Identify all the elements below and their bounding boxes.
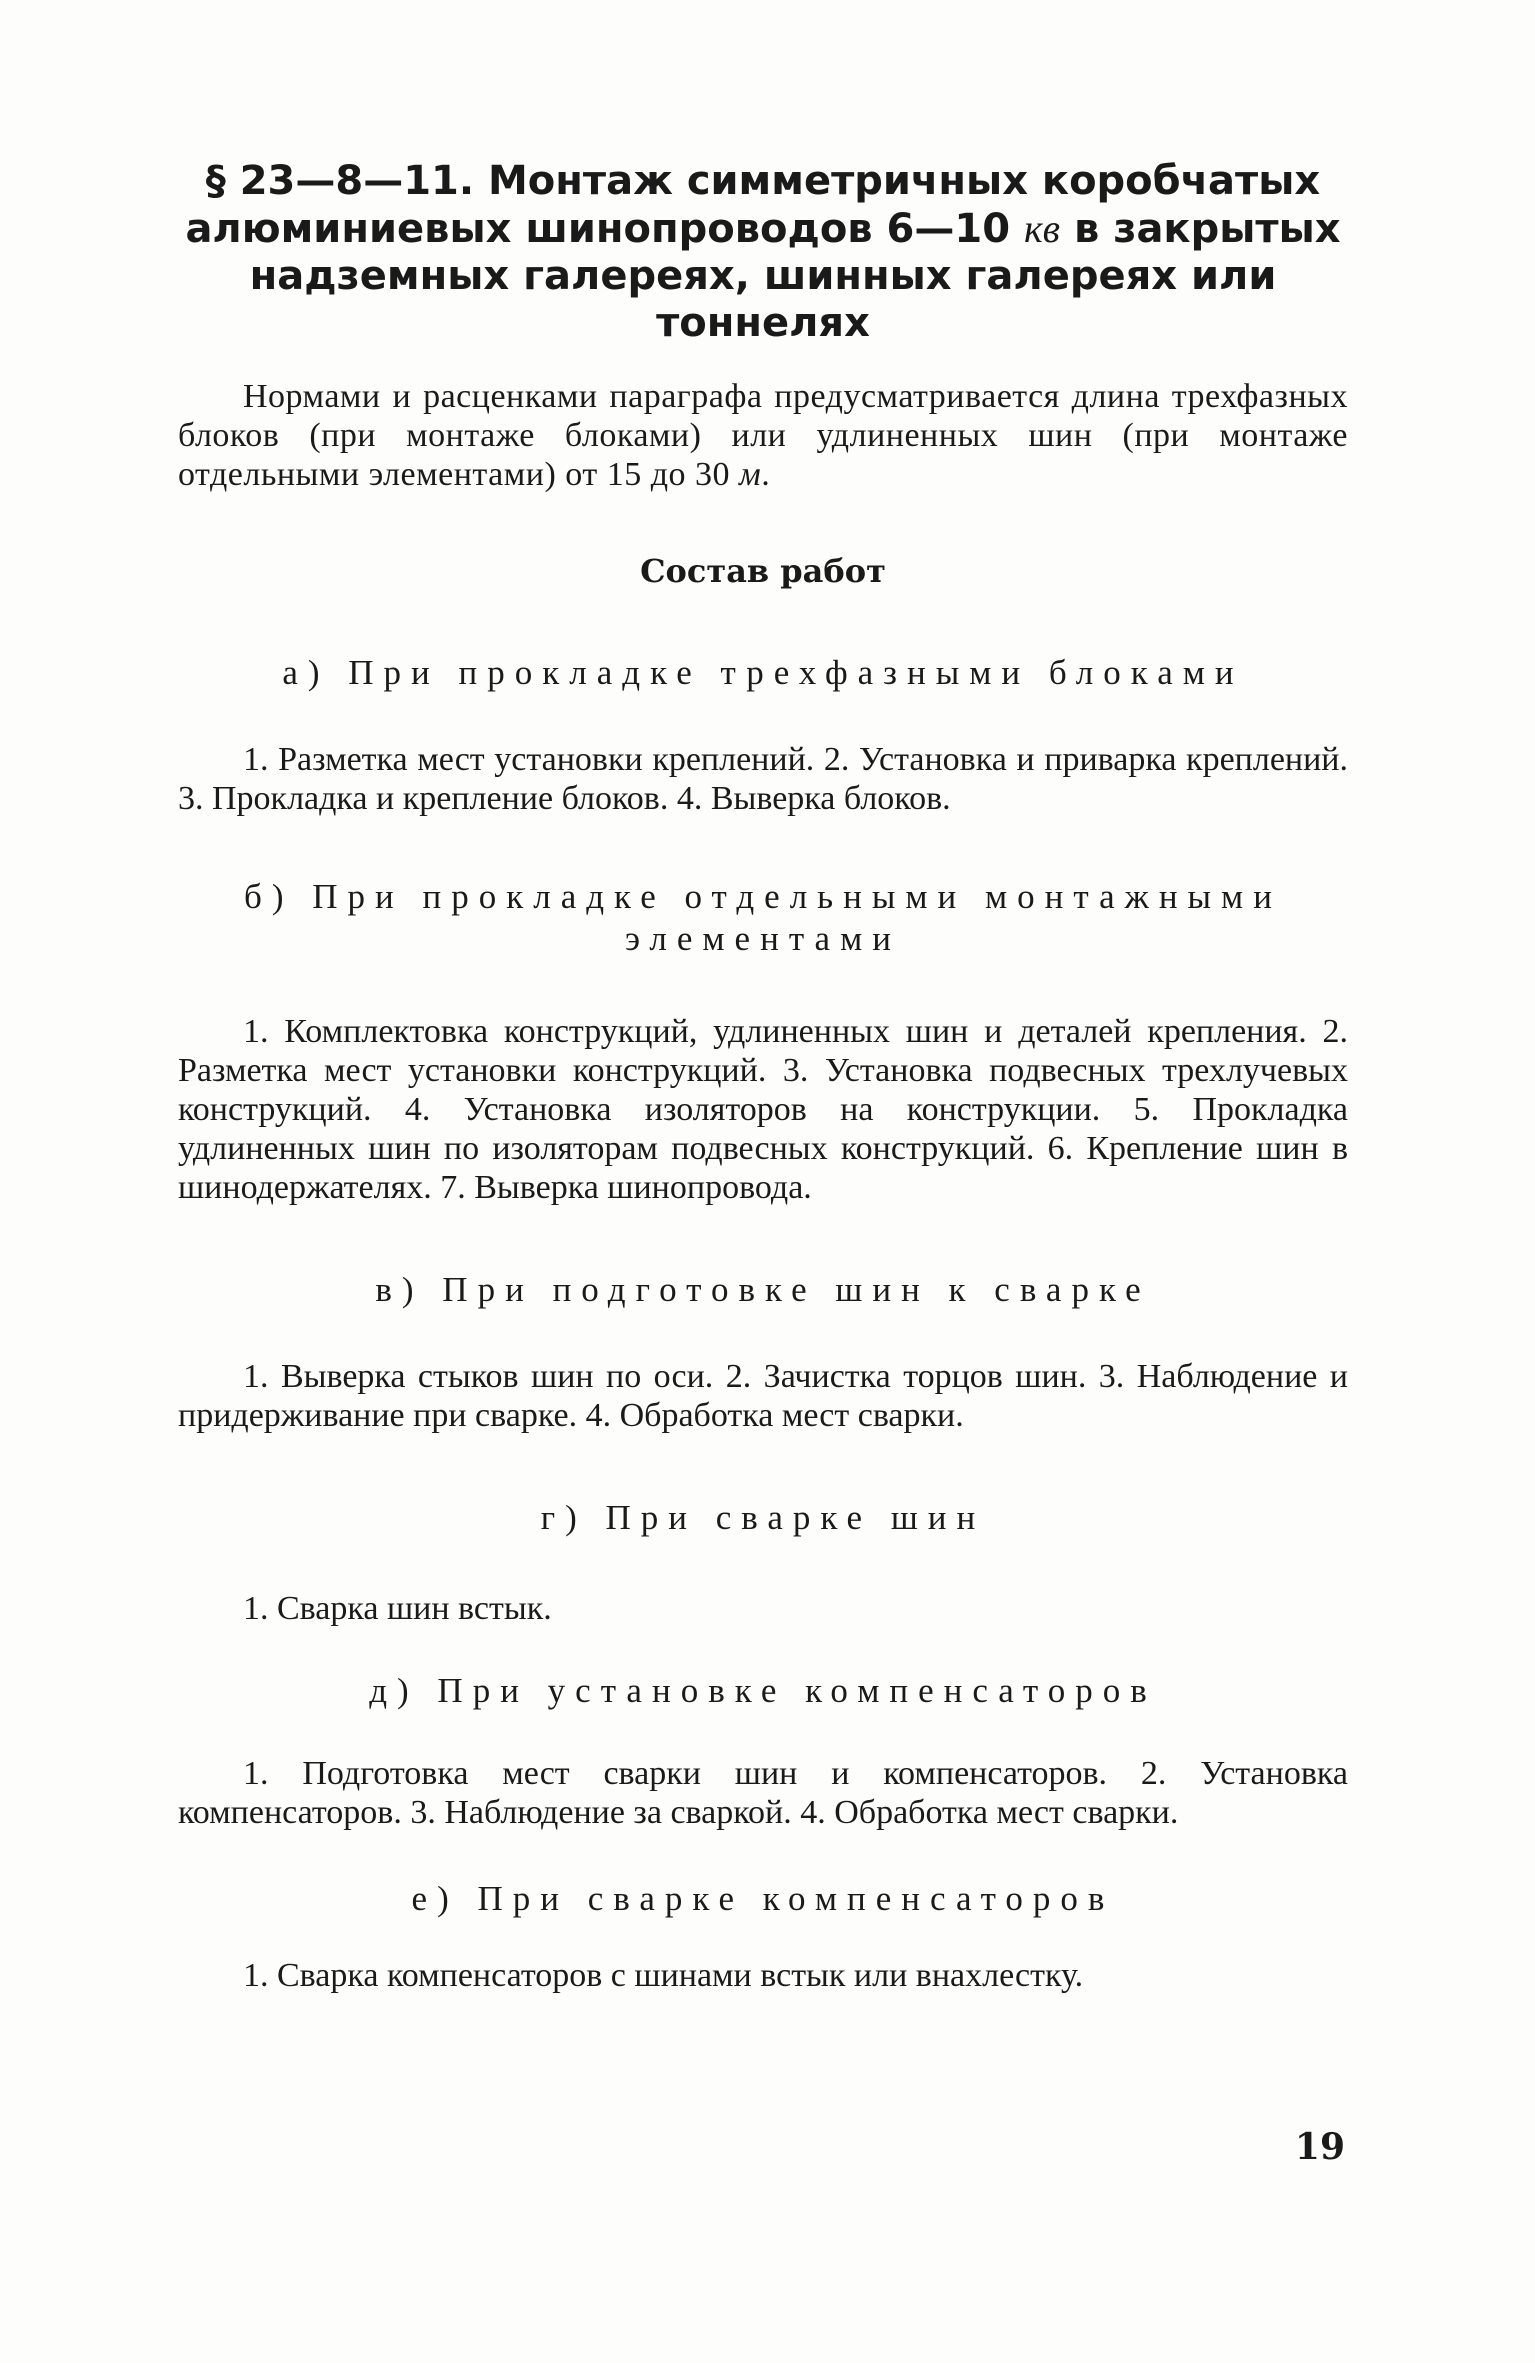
subsection-d-heading: д) При установке компенсаторов	[369, 1671, 1157, 1710]
intro-end: .	[761, 456, 771, 493]
intro-unit: м	[739, 456, 762, 493]
subsection-b-text: 1. Комплектовка конструкций, удлиненных шин и деталей крепления. 2. Разметка мест установки конструкций. 3. Установка подвесных трехлучевых конструкций. 4. Установка изоляторов на конструкции. 5. Прокладка удлиненных шин по изоляторам подвесных конструкций. 6. Крепление шин в шинодержателях. 7. Выверка шинопровода.	[178, 1013, 1348, 1206]
subsection-e-heading: е) При сварке компенсаторов	[411, 1879, 1115, 1918]
intro-text: Нормами и расценками параграфа предусматривается длина трехфазных блоков (при монтаже блоками) или удлиненных шин (при монтаже отдельными элементами) от 15 до 30	[178, 378, 1348, 493]
subsection-b-heading	[178, 876, 1348, 960]
subsection-g-text: 1. Сварка шин встык.	[243, 1590, 552, 1627]
paragraph-title	[178, 158, 1348, 347]
subsection-b-heading-line-1: б) При прокладке отдельными монтажными	[244, 877, 1282, 916]
subsection-v-text: 1. Выверка стыков шин по оси. 2. Зачистка торцов шин. 3. Наблюдение и придерживание при сварке. 4. Обработка мест сварки.	[178, 1358, 1348, 1434]
subsection-b-heading-line-2: элементами	[625, 919, 901, 958]
title-line-1: § 23—8—11. Монтаж симметричных коробчатых	[205, 158, 1321, 204]
title-unit: кв	[1023, 206, 1061, 251]
title-line-3: надземных галереях, шинных галереях или тоннелях	[249, 253, 1277, 346]
title-line-2-start: алюминиевых шинопроводов 6—10	[185, 206, 1024, 252]
subsection-a-heading: а) При прокладке трехфазными блоками	[282, 653, 1244, 692]
subsection-e-text: 1. Сварка компенсаторов с шинами встык или внахлестку.	[243, 1957, 1084, 1994]
subsection-d-text: 1. Подготовка мест сварки шин и компенсаторов. 2. Установка компенсаторов. 3. Наблюдение за сваркой. 4. Обработка мест сварки.	[178, 1755, 1348, 1831]
document-page	[178, 150, 1348, 1995]
intro-paragraph	[178, 377, 1348, 494]
subsection-v-heading: в) При подготовке шин к сварке	[375, 1270, 1151, 1309]
title-line-2-end: в закрытых	[1060, 206, 1341, 252]
work-composition-heading: Состав работ	[640, 552, 886, 590]
page-number: 19	[1294, 2126, 1345, 2168]
title-line-2	[178, 205, 1348, 253]
subsection-a-text: 1. Разметка мест установки креплений. 2. Установка и приварка креплений. 3. Прокладка и крепление блоков. 4. Выверка блоков.	[178, 741, 1348, 817]
subsection-g-heading: г) При сварке шин	[540, 1498, 986, 1537]
